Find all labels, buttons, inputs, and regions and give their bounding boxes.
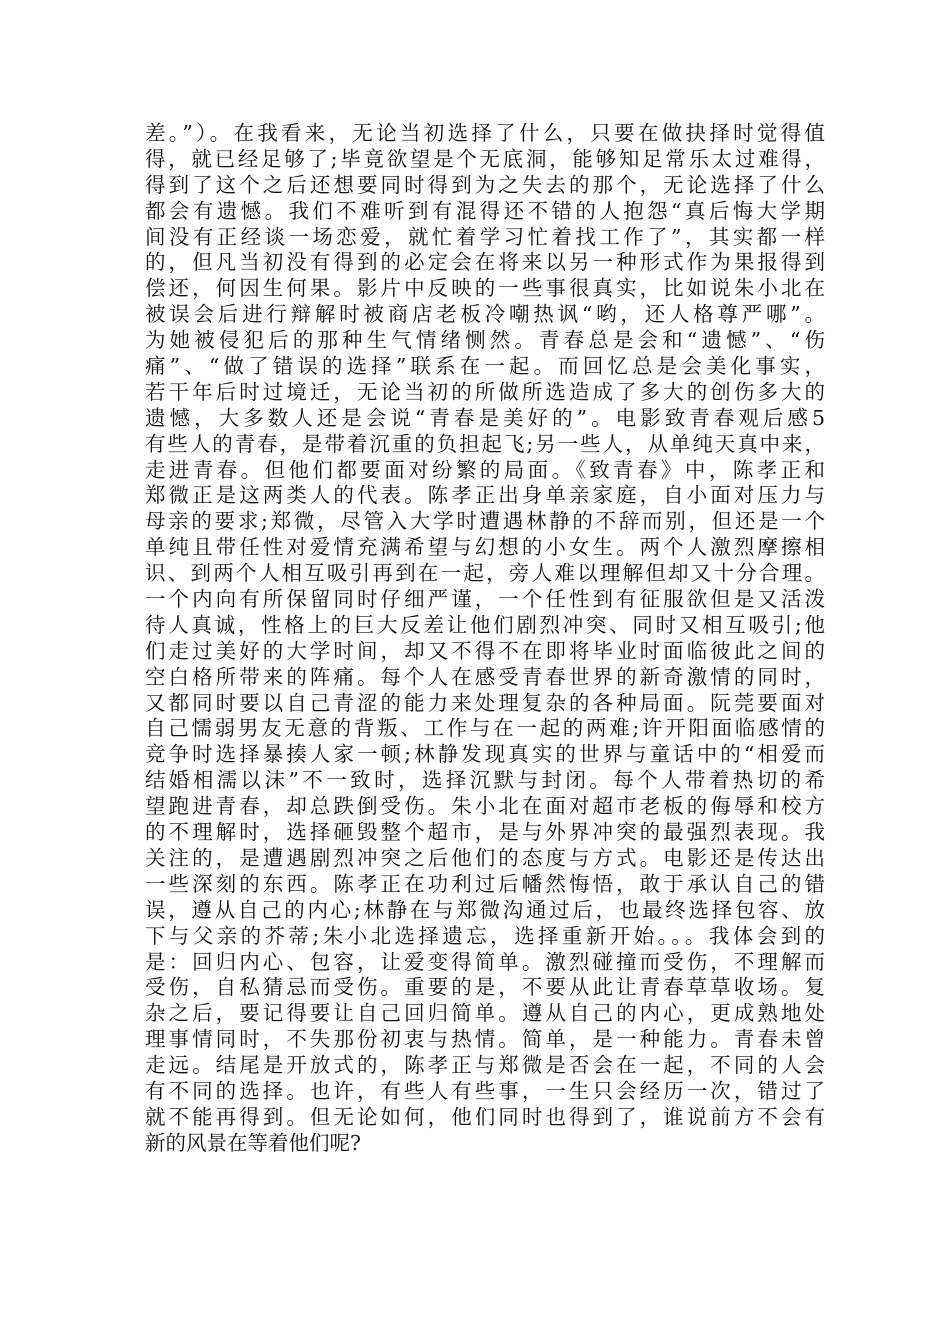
text-line: 待人真诚，性格上的巨大反差让他们剧烈冲突、同时又相互吸引;他: [145, 612, 825, 637]
text-line: 遗憾，大多数人还是会说“青春是美好的”。电影致青春观后感5: [145, 405, 825, 430]
text-line: 有些人的青春，是带着沉重的负担起飞;另一些人，从单纯天真中来，: [145, 431, 825, 456]
text-line: 若干年后时过境迁，无论当初的所做所选造成了多大的创伤多大的: [145, 379, 825, 404]
text-line: 母亲的要求;郑微，尽管入大学时遭遇林静的不辞而别，但还是一个: [145, 509, 825, 534]
text-line: 走进青春。但他们都要面对纷繁的局面。《致青春》中，陈孝正和: [145, 457, 825, 482]
text-line: 痛”、“做了错误的选择”联系在一起。而回忆总是会美化事实，: [145, 354, 825, 379]
text-line: 竞争时选择暴揍人家一顿;林静发现真实的世界与童话中的“相爱而: [145, 742, 825, 767]
text-line: 的，但凡当初没有得到的必定会在将来以另一种形式作为果报得到: [145, 250, 825, 275]
text-line: 受伤，自私猜忌而受伤。重要的是，不要从此让青春草草收场。复: [145, 975, 825, 1000]
text-line: 是：回归内心、包容，让爱变得简单。激烈碰撞而受伤，不理解而: [145, 949, 825, 974]
text-line: 单纯且带任性对爱情充满希望与幻想的小女生。两个人激烈摩擦相: [145, 535, 825, 560]
text-line: 郑微正是这两类人的代表。陈孝正出身单亲家庭，自小面对压力与: [145, 483, 825, 508]
text-line: 一些深刻的东西。陈孝正在功利过后幡然悔悟，敢于承认自己的错: [145, 871, 825, 896]
text-line: 空白格所带来的阵痛。每个人在感受青春世界的新奇激情的同时，: [145, 664, 825, 689]
text-line: 被误会后进行辩解时被商店老板冷嘲热讽“哟，还人格尊严哪”。: [145, 302, 825, 327]
text-line: 又都同时要以自己青涩的能力来处理复杂的各种局面。阮莞要面对: [145, 690, 825, 715]
text-line: 结婚相濡以沫”不一致时，选择沉默与封闭。每个人带着热切的希: [145, 768, 825, 793]
text-line: 识、到两个人相互吸引再到在一起，旁人难以理解但却又十分合理。: [145, 561, 825, 586]
text-line: 新的风景在等着他们呢?: [145, 1130, 361, 1155]
text-line: 的不理解时，选择砸毁整个超市，是与外界冲突的最强烈表现。我: [145, 820, 825, 845]
text-line: 得，就已经足够了;毕竟欲望是个无底洞，能够知足常乐太过难得，: [145, 146, 825, 171]
text-line: 们走过美好的大学时间，却又不得不在即将毕业时面临彼此之间的: [145, 638, 825, 663]
text-line: 走远。结尾是开放式的，陈孝正与郑微是否会在一起，不同的人会: [145, 1053, 825, 1078]
text-line: 差。”）。在我看来，无论当初选择了什么，只要在做抉择时觉得值: [145, 121, 825, 145]
text-line: 得到了这个之后还想要同时得到为之失去的那个，无论选择了什么: [145, 172, 825, 197]
text-line: 偿还，何因生何果。影片中反映的一些事很真实，比如说朱小北在: [145, 276, 825, 301]
text-line: 为她被侵犯后的那种生气情绪恻然。青春总是会和“遗憾”、“伤: [145, 328, 825, 353]
text-line: 都会有遗憾。我们不难听到有混得还不错的人抱怨“真后悔大学期: [145, 198, 825, 223]
body-text: [145, 121, 825, 1157]
text-line: 自己懦弱男友无意的背叛、工作与在一起的两难;许开阳面临感情的: [145, 716, 825, 741]
text-line: 杂之后，要记得要让自己回归简单。遵从自己的内心，更成熟地处: [145, 1001, 825, 1026]
text-line: 误，遵从自己的内心;林静在与郑微沟通过后，也最终选择包容、放: [145, 897, 825, 922]
text-line: 关注的，是遭遇剧烈冲突之后他们的态度与方式。电影还是传达出: [145, 845, 825, 870]
text-line: 就不能再得到。但无论如何，他们同时也得到了，谁说前方不会有: [145, 1104, 825, 1129]
text-line: 望跑进青春，却总跌倒受伤。朱小北在面对超市老板的侮辱和校方: [145, 794, 825, 819]
text-line: 一个内向有所保留同时仔细严谨，一个任性到有征服欲但是又活泼: [145, 587, 825, 612]
text-line: 下与父亲的芥蒂;朱小北选择遗忘，选择重新开始。。。我体会到的: [145, 923, 825, 948]
text-line: 间没有正经谈一场恋爱，就忙着学习忙着找工作了”，其实都一样: [145, 224, 825, 249]
text-line: 理事情同时，不失那份初衷与热情。简单，是一种能力。青春未曾: [145, 1027, 825, 1052]
text-line: 有不同的选择。也许，有些人有些事，一生只会经历一次，错过了: [145, 1078, 825, 1103]
